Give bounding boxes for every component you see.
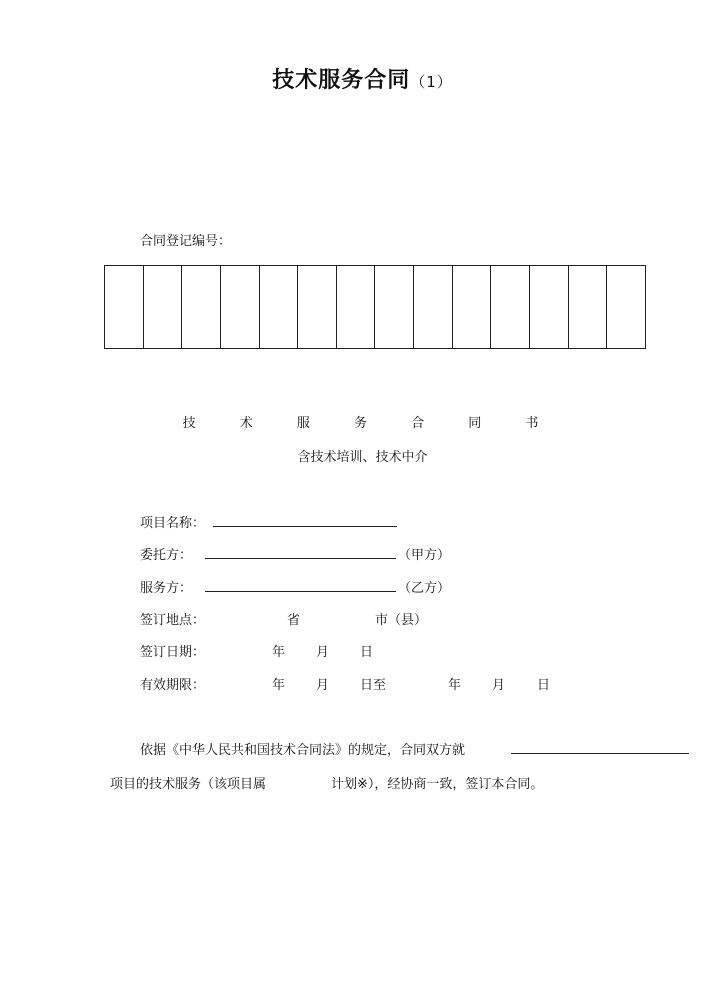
registration-box[interactable] bbox=[298, 266, 337, 348]
registration-box[interactable] bbox=[453, 266, 492, 348]
title-main: 技术服务合同 bbox=[272, 68, 411, 93]
sign-day-label: 日 bbox=[360, 645, 374, 660]
sign-place-label: 签订地点： bbox=[140, 613, 206, 628]
registration-box[interactable] bbox=[337, 266, 376, 348]
provider-label: 服务方： bbox=[140, 581, 193, 596]
paragraph-line2-part1: 项目的技术服务（该项目属 bbox=[110, 777, 267, 792]
sign-year-label: 年 bbox=[272, 645, 286, 660]
contract-subheading: 含技术培训、技术中介 bbox=[297, 450, 428, 465]
validity-year-label: 年 bbox=[272, 678, 286, 693]
validity-end-year-label: 年 bbox=[448, 678, 462, 693]
project-name-label: 项目名称： bbox=[140, 516, 206, 531]
provider-field[interactable] bbox=[205, 577, 396, 592]
registration-box[interactable] bbox=[144, 266, 183, 348]
registration-box[interactable] bbox=[414, 266, 453, 348]
project-name-field[interactable] bbox=[213, 512, 397, 527]
validity-end-day-label: 日 bbox=[537, 678, 551, 693]
validity-day-to-label: 日至 bbox=[360, 678, 387, 693]
registration-box[interactable] bbox=[530, 266, 569, 348]
sign-date-label: 签订日期： bbox=[140, 645, 206, 660]
registration-box[interactable] bbox=[260, 266, 299, 348]
provider-row bbox=[140, 577, 192, 596]
paragraph-line2-part2: 计划※），经协商一致，签订本合同。 bbox=[331, 777, 544, 792]
paragraph-line1-text: 依据《中华人民共和国技术合同法》的规定，合同双方就 bbox=[140, 743, 466, 758]
contract-heading: 技 术 服 务 合 同 书 bbox=[182, 416, 559, 431]
contract-paragraph-line1 bbox=[140, 739, 465, 758]
registration-box[interactable] bbox=[182, 266, 221, 348]
registration-box[interactable] bbox=[221, 266, 260, 348]
registration-box[interactable] bbox=[375, 266, 414, 348]
sign-month-label: 月 bbox=[316, 645, 330, 660]
registration-box[interactable] bbox=[569, 266, 608, 348]
title-suffix: （1） bbox=[410, 73, 453, 91]
project-subject-field[interactable] bbox=[511, 739, 689, 754]
client-suffix: （甲方） bbox=[398, 548, 451, 563]
registration-box[interactable] bbox=[491, 266, 530, 348]
registration-box[interactable] bbox=[105, 266, 144, 348]
validity-label: 有效期限： bbox=[140, 678, 206, 693]
client-label: 委托方： bbox=[140, 548, 193, 563]
registration-number-label: 合同登记编号： bbox=[140, 234, 232, 249]
registration-number-boxes[interactable] bbox=[104, 265, 646, 349]
project-name-row bbox=[140, 512, 205, 531]
validity-end-month-label: 月 bbox=[492, 678, 506, 693]
validity-month-label: 月 bbox=[316, 678, 330, 693]
city-label: 市（县） bbox=[375, 613, 428, 628]
client-field[interactable] bbox=[205, 544, 396, 559]
registration-box[interactable] bbox=[607, 266, 645, 348]
document-title bbox=[0, 63, 725, 94]
provider-suffix: （乙方） bbox=[398, 581, 451, 596]
client-row bbox=[140, 544, 192, 563]
province-label: 省 bbox=[287, 613, 301, 628]
